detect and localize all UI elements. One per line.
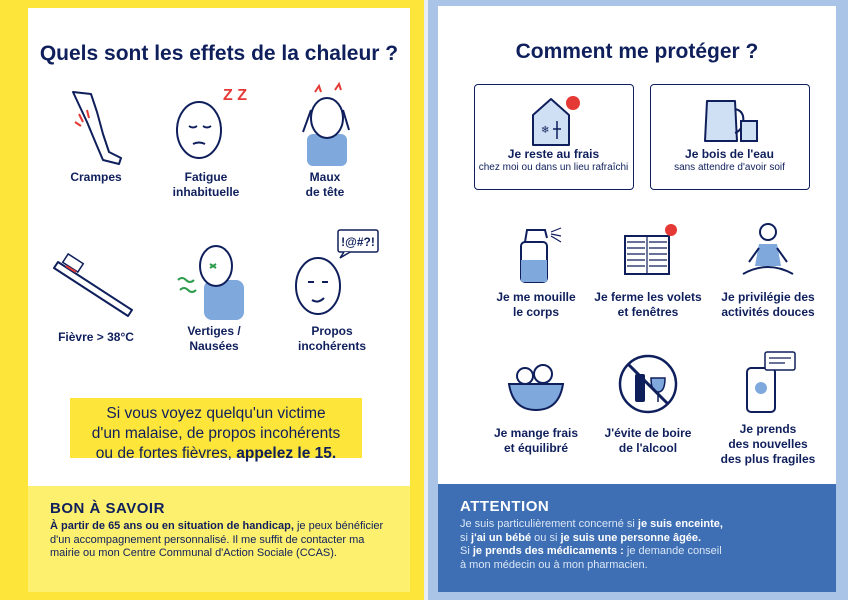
callout-line3 bbox=[70, 444, 362, 464]
zzz-text: Z Z bbox=[223, 87, 247, 104]
tip-eat-fresh-line2: et équilibré bbox=[503, 441, 568, 455]
phone-message-icon bbox=[733, 348, 803, 414]
tip-stay-cool bbox=[475, 91, 632, 174]
attention-medication: je prends des médicaments : bbox=[472, 545, 624, 557]
effect-incoherent bbox=[282, 226, 382, 354]
yoga-person-icon bbox=[733, 218, 803, 284]
svg-text:❄: ❄ bbox=[540, 125, 549, 136]
callout-line3-text: ou de fortes fièvres, bbox=[95, 445, 232, 462]
drink-water-box bbox=[650, 84, 810, 190]
effect-incoherent-line2: incohérents bbox=[297, 339, 366, 353]
effect-fever-label: Fièvre > 38°C bbox=[58, 330, 134, 344]
effect-dizziness-line2: Nausées bbox=[189, 339, 239, 353]
shutters-icon bbox=[613, 218, 683, 284]
tip-wet-body-line1: Je me mouille bbox=[496, 290, 576, 304]
good-to-know-bold: À partir de 65 ans ou en situation de handicap, bbox=[50, 520, 294, 532]
right-panel bbox=[428, 0, 848, 600]
food-bowl-icon bbox=[501, 352, 571, 418]
leg-cramp-icon bbox=[61, 88, 131, 170]
effect-headache-line1: Maux bbox=[309, 170, 341, 184]
effect-headache bbox=[280, 80, 370, 200]
effect-cramps-label: Crampes bbox=[70, 170, 122, 184]
tip-check-on-vulnerable-line2: des nouvelles bbox=[728, 437, 808, 451]
tip-close-shutters bbox=[576, 218, 720, 320]
tip-drink-water bbox=[651, 91, 808, 174]
attention-line2 bbox=[460, 532, 820, 546]
no-alcohol-icon bbox=[613, 352, 683, 418]
attention-title: ATTENTION bbox=[460, 498, 550, 515]
good-to-know-title: BON À SAVOIR bbox=[50, 500, 165, 517]
thermometer-icon bbox=[46, 248, 146, 320]
tip-wet-body-line2: le corps bbox=[512, 305, 560, 319]
callout-call-15: appelez le 15. bbox=[236, 445, 337, 462]
stay-cool-box bbox=[474, 84, 634, 190]
attention-line3-a: Si bbox=[460, 545, 470, 557]
attention-line3 bbox=[460, 545, 820, 559]
water-jug-icon bbox=[695, 91, 765, 147]
attention-line1 bbox=[460, 518, 820, 532]
effect-cramps bbox=[50, 88, 142, 185]
effect-fatigue bbox=[156, 78, 256, 200]
attention-line1-text: Je suis particulièrement concerné si bbox=[460, 518, 635, 530]
tip-gentle-activities bbox=[700, 218, 836, 320]
protection-title: Comment me protéger ? bbox=[515, 40, 759, 63]
tip-check-on-vulnerable-line1: Je prends bbox=[739, 422, 797, 436]
effects-title: Quels sont les effets de la chaleur ? bbox=[39, 42, 399, 65]
attention-box bbox=[438, 484, 836, 592]
attention-line4: à mon médecin ou à mon pharmacien. bbox=[460, 558, 648, 571]
effect-fatigue-line2: inhabituelle bbox=[172, 185, 240, 199]
attention-pregnant: je suis enceinte, bbox=[637, 518, 723, 530]
callout-line2: d'un malaise, de propos incohérents bbox=[91, 425, 341, 442]
effect-incoherent-line1: Propos bbox=[311, 324, 353, 338]
attention-elderly: je suis une personne âgée. bbox=[560, 531, 702, 544]
tip-gentle-activities-line1: Je privilégie des bbox=[721, 290, 815, 304]
callout-line1: Si vous voyez quelqu'un victime bbox=[106, 405, 326, 422]
attention-line2-a: si bbox=[460, 531, 468, 544]
emergency-callout bbox=[70, 398, 362, 462]
drink-water-line2: sans attendre d'avoir soif bbox=[674, 162, 785, 173]
good-to-know-body: je peux bénéficier d'un accompagnement personnalisé. Il me suffit de contacter ma mairie ou mon Centre Communal d'Action Sociale (CCAS). bbox=[50, 520, 384, 559]
confused-face-icon bbox=[282, 226, 382, 324]
good-to-know-text bbox=[50, 520, 390, 561]
attention-text bbox=[460, 518, 820, 572]
tip-avoid-alcohol-line2: de l'alcool bbox=[618, 441, 678, 455]
tip-gentle-activities-line2: activités douces bbox=[721, 305, 815, 319]
speech-bubble-text: !@#?! bbox=[341, 235, 375, 249]
effect-fatigue-line1: Fatigue bbox=[184, 170, 228, 184]
attention-line2-b: ou si bbox=[534, 531, 558, 544]
tip-avoid-alcohol-line1: J'évite de boire bbox=[604, 426, 692, 440]
dizzy-person-icon bbox=[174, 234, 254, 324]
tip-close-shutters-line2: et fenêtres bbox=[617, 305, 679, 319]
spray-bottle-icon bbox=[501, 218, 571, 284]
attention-baby: j'ai un bébé bbox=[471, 531, 532, 544]
tip-check-on-vulnerable bbox=[700, 348, 836, 467]
tip-check-on-vulnerable-line3: des plus fragiles bbox=[720, 452, 816, 466]
tip-eat-fresh-line1: Je mange frais bbox=[493, 426, 579, 440]
good-to-know-box bbox=[28, 486, 410, 592]
house-sun-icon bbox=[519, 91, 589, 147]
headache-icon bbox=[285, 80, 365, 170]
effect-headache-line2: de tête bbox=[305, 185, 345, 199]
effect-dizziness bbox=[164, 234, 264, 354]
tip-avoid-alcohol bbox=[576, 352, 720, 456]
attention-line3-b: je demande conseil bbox=[626, 545, 722, 557]
stay-cool-line2: chez moi ou dans un lieu rafraîchi bbox=[478, 162, 629, 173]
tip-close-shutters-line1: Je ferme les volets bbox=[594, 290, 702, 304]
stay-cool-line1: Je reste au frais bbox=[507, 147, 600, 161]
drink-water-line1: Je bois de l'eau bbox=[685, 147, 774, 161]
tired-face-icon bbox=[161, 78, 251, 170]
effect-fever bbox=[44, 248, 148, 345]
effect-dizziness-line1: Vertiges / bbox=[187, 324, 241, 338]
